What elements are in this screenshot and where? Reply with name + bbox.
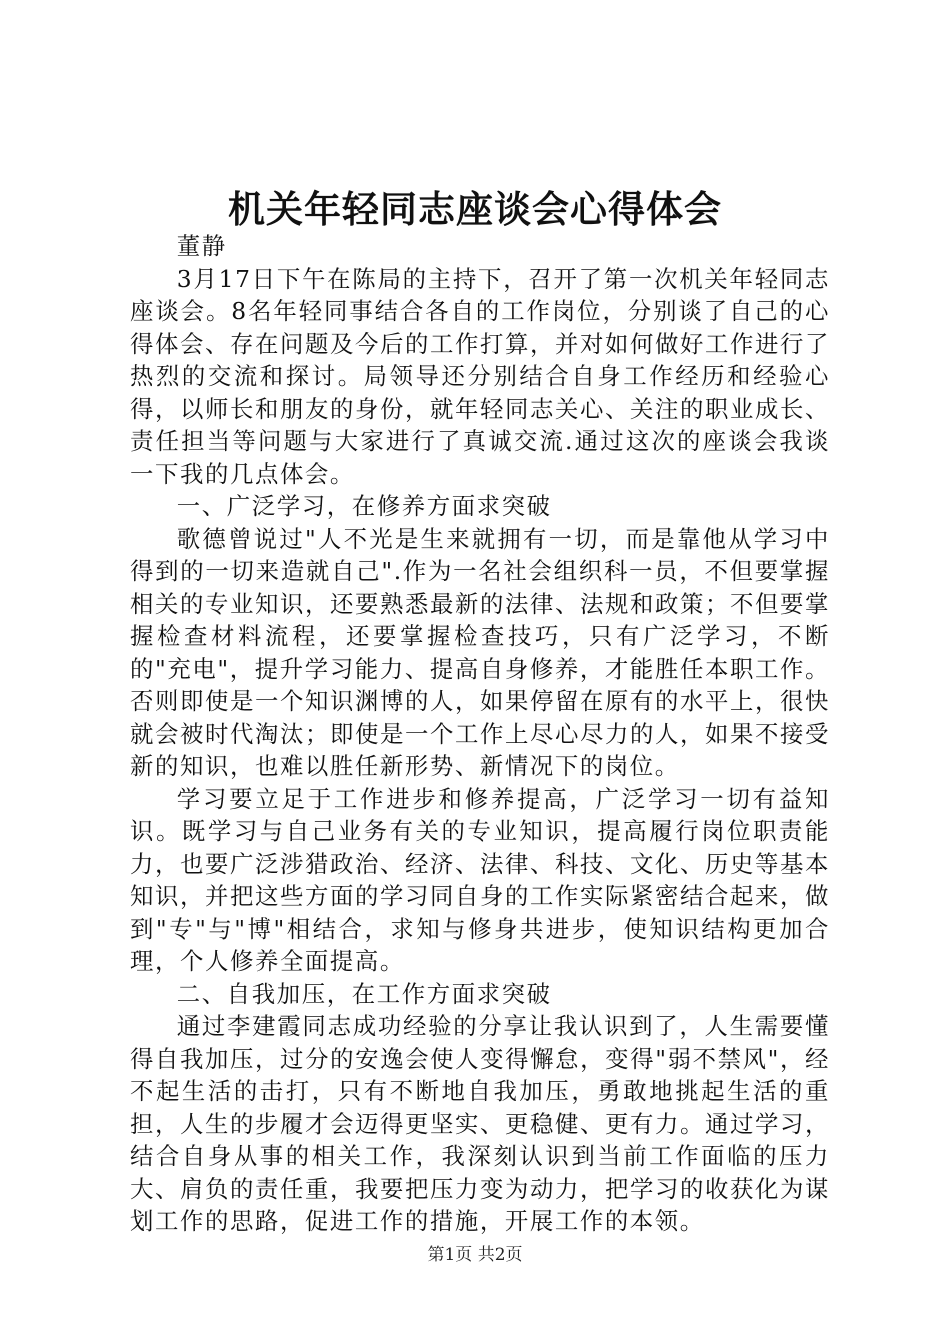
document-body — [130, 230, 830, 1238]
body-paragraph: 通过李建霞同志成功经验的分享让我认识到了，人生需要懂得自我加压，过分的安逸会使人变得懈怠，变得"弱不禁风"，经不起生活的击打，只有不断地自我加压，勇敢地挑起生活的重担，人生的步履才会迈得更坚实、更稳健、更有力。通过学习，结合自身从事的相关工作，我深刻认识到当前工作面临的压力大、肩负的责任重，我要把压力变为动力，把学习的收获化为谋划工作的思路，促进工作的措施，开展工作的本领。 — [130, 1012, 830, 1235]
body-paragraph: 学习要立足于工作进步和修养提高，广泛学习一切有益知识。既学习与自己业务有关的专业知识，提高履行岗位职责能力，也要广泛涉猎政治、经济、法律、科技、文化、历史等基本知识，并把这些方面的学习同自身的工作实际紧密结合起来，做到"专"与"博"相结合，求知与修身共进步，使知识结构更加合理，个人修养全面提高。 — [130, 784, 830, 975]
section-heading-1: 一、广泛学习，在修养方面求突破 — [176, 492, 552, 520]
body-paragraph: 歌德曾说过"人不光是生来就拥有一切，而是靠他从学习中得到的一切来造就自己".作为一名社会组织科一员，不但要掌握相关的专业知识，还要熟悉最新的法律、法规和政策；不但要掌握检查材料流程，还要掌握检查技巧，只有广泛学习，不断的"充电"，提升学习能力、提高自身修养，才能胜任本职工作。否则即使是一个知识渊博的人，如果停留在原有的水平上，很快就会被时代淘汰；即使是一个工作上尽心尽力的人，如果不接受新的知识，也难以胜任新形势、新情况下的岗位。 — [130, 524, 830, 780]
intro-paragraph: 3月17日下午在陈局的主持下，召开了第一次机关年轻同志座谈会。8名年轻同事结合各自的工作岗位，分别谈了自己的心得体会、存在问题及今后的工作打算，并对如何做好工作进行了热烈的交流和探讨。局领导还分别结合自身工作经历和经验心得，以师长和朋友的身份，就年轻同志关心、关注的职业成长、责任担当等问题与大家进行了真诚交流.通过这次的座谈会我谈一下我的几点体会。 — [130, 264, 830, 488]
page-number-footer: 第1页 共2页 — [427, 1245, 523, 1265]
section-heading-2: 二、自我加压，在工作方面求突破 — [176, 979, 552, 1008]
document-title: 机关年轻同志座谈会心得体会 — [228, 187, 722, 231]
author-name: 董静 — [176, 232, 227, 260]
